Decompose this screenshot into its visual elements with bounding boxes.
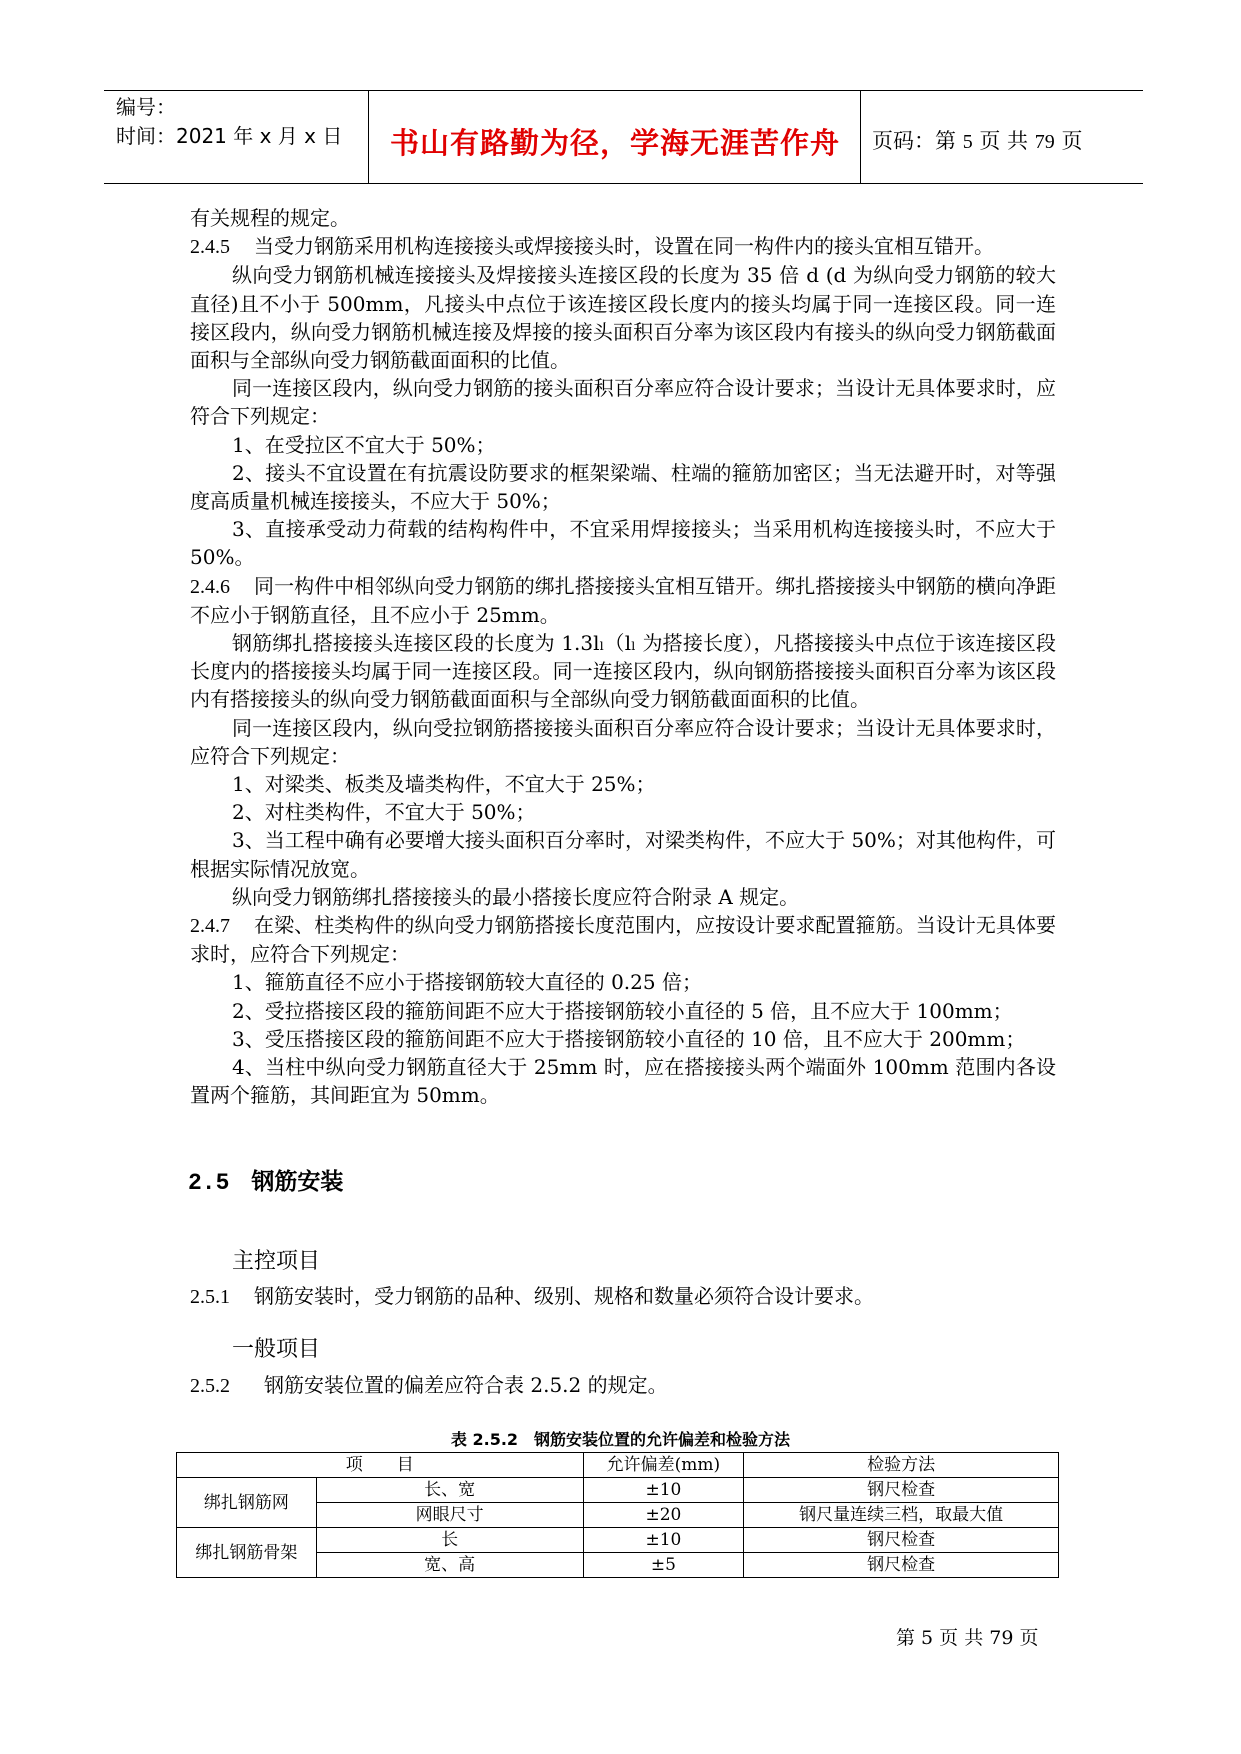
general-items-heading: 一般项目: [232, 1337, 321, 1362]
body-text: [190, 204, 1056, 1110]
header-motto: 书山有路勤为径，学海无涯苦作舟: [389, 126, 840, 160]
list-item: 2、受拉搭接区段的箍筋间距不应大于搭接钢筋较小直径的 5 倍，且不应大于 100mm；: [232, 998, 1013, 1023]
table-row: [177, 1528, 1059, 1553]
method-cell: 钢尺检查: [744, 1478, 1059, 1503]
table-header-row: [177, 1453, 1059, 1478]
method-cell: 钢尺检查: [744, 1553, 1059, 1578]
header-divider: [860, 91, 861, 183]
section-number: 2.5: [188, 1170, 230, 1196]
paragraph: 钢筋绑扎搭接接头连接区段的长度为 1.3lₗ（lₗ 为搭接长度），凡搭接接头中点位于该连接区段长度内的搭接接头均属于同一连接区段。同一连接区段内，纵向钢筋搭接接头面积百分率为该区段内有搭接接头的纵向受力钢筋截面面积与全部纵向受力钢筋截面面积的比值。: [190, 631, 1056, 712]
section-title: 钢筋安装: [251, 1169, 344, 1195]
clause-text: 钢筋安装位置的偏差应符合表 2.5.2 的规定。: [264, 1373, 668, 1397]
clause-number: 2.4.7: [190, 915, 230, 938]
header-page-indicator: [872, 125, 1082, 155]
item-cell: 宽、高: [316, 1553, 583, 1578]
group-name: 绑扎钢筋网: [177, 1478, 317, 1528]
clause-2-5-1: [190, 1280, 1056, 1309]
item-cell: 网眼尺寸: [316, 1503, 583, 1528]
header-divider: [368, 91, 369, 183]
clause-2-4-7: [190, 911, 1056, 968]
clause-number: 2.4.5: [190, 236, 230, 259]
tolerance-table: [176, 1452, 1059, 1578]
paragraph: 同一连接区段内，纵向受力钢筋的接头面积百分率应符合设计要求；当设计无具体要求时，应符合下列规定：: [190, 376, 1056, 429]
page-footer: 第 5 页 共 79 页: [896, 1627, 1039, 1649]
clause-number: 2.5.1: [190, 1286, 230, 1308]
list-item: 4、当柱中纵向受力钢筋直径大于 25mm 时，应在搭接接头两个端面外 100mm 范围内各设置两个箍筋，其间距宜为 50mm。: [190, 1055, 1056, 1108]
page-suffix: 页: [1061, 129, 1083, 153]
clause-text: 同一构件中相邻纵向受力钢筋的绑扎搭接接头宜相互错开。绑扎搭接接头中钢筋的横向净距不应小于钢筋直径，且不应小于 25mm。: [190, 573, 1056, 627]
clause-2-4-6: [190, 572, 1056, 629]
main-items-heading: 主控项目: [232, 1249, 321, 1274]
item-cell: 长、宽: [316, 1478, 583, 1503]
document-number-label: 编号：: [116, 95, 176, 119]
item-cell: 长: [316, 1528, 583, 1553]
table-caption: 表 2.5.2 钢筋安装位置的允许偏差和检验方法: [450, 1430, 791, 1449]
clause-2-5-2: [190, 1369, 1056, 1398]
list-item: 3、当工程中确有必要增大接头面积百分率时，对梁类构件，不应大于 50%；对其他构件，可根据实际情况放宽。: [190, 828, 1056, 881]
clause-number: 2.4.6: [190, 575, 230, 598]
clause-text: 在梁、柱类构件的纵向受力钢筋搭接长度范围内，应按设计要求配置箍筋。当设计无具体要求时，应符合下列规定：: [190, 913, 1056, 967]
header-meta: [116, 93, 366, 151]
clause-text: 当受力钢筋采用机构连接接头或焊接接头时，设置在同一构件内的接头宜相互错开。: [254, 234, 994, 259]
list-item: 3、直接承受动力荷载的结构构件中，不宜采用焊接接头；当采用机构连接接头时，不应大于 50%。: [190, 517, 1056, 570]
tolerance-cell: ±20: [583, 1503, 744, 1528]
page-prefix: 页码：第: [872, 129, 956, 153]
tolerance-cell: ±10: [583, 1478, 744, 1503]
paragraph: 纵向受力钢筋机械连接接头及焊接接头连接区段的长度为 35 倍 d (d 为纵向受力钢筋的较大直径)且不小于 500mm，凡接头中点位于该连接区段长度内的接头均属于同一连接区段。同一连接区段内，纵向受力钢筋机械连接及焊接的接头面积百分率为该区段内有接头的纵向受力钢筋截面面积与全部纵向受力钢筋截面面积的比值。: [190, 263, 1056, 373]
list-item: 1、在受拉区不宜大于 50%；: [232, 432, 496, 457]
page-mid: 页 共: [979, 129, 1029, 153]
table-row: [177, 1478, 1059, 1503]
paragraph: 纵向受力钢筋绑扎搭接接头的最小搭接长度应符合附录 A 规定。: [232, 884, 800, 909]
header-method: 检验方法: [744, 1453, 1059, 1478]
clause-text: 钢筋安装时，受力钢筋的品种、级别、规格和数量必须符合设计要求。: [254, 1284, 874, 1308]
page-header: [104, 90, 1143, 184]
section-heading: [188, 1163, 343, 1196]
paragraph: 有关规程的规定。: [190, 206, 350, 230]
paragraph: 同一连接区段内，纵向受拉钢筋搭接接头面积百分率应符合设计要求；当设计无具体要求时，应符合下列规定：: [190, 715, 1056, 768]
method-cell: 钢尺量连续三档，取最大值: [744, 1503, 1059, 1528]
header-item: 项 目: [177, 1453, 584, 1478]
group-name: 绑扎钢筋骨架: [177, 1528, 317, 1578]
list-item: 2、接头不宜设置在有抗震设防要求的框架梁端、柱端的箍筋加密区；当无法避开时，对等强度高质量机械连接接头，不应大于 50%；: [190, 460, 1056, 514]
clause-2-4-5: [190, 232, 1056, 261]
clause-number: 2.5.2: [190, 1375, 230, 1397]
tolerance-cell: ±5: [583, 1553, 744, 1578]
page-current: 5: [962, 131, 973, 153]
header-tolerance: 允许偏差(mm): [583, 1453, 744, 1478]
list-item: 2、对柱类构件，不宜大于 50%；: [232, 800, 536, 825]
method-cell: 钢尺检查: [744, 1528, 1059, 1553]
list-item: 3、受压搭接区段的箍筋间距不应大于搭接钢筋较小直径的 10 倍，且不应大于 200mm；: [232, 1026, 1026, 1051]
list-item: 1、箍筋直径不应小于搭接钢筋较大直径的 0.25 倍；: [232, 970, 702, 995]
document-time: 时间：2021 年 x 月 x 日: [116, 124, 343, 148]
tolerance-cell: ±10: [583, 1528, 744, 1553]
page-total: 79: [1034, 131, 1055, 153]
list-item: 1、对梁类、板类及墙类构件，不宜大于 25%；: [232, 772, 656, 797]
